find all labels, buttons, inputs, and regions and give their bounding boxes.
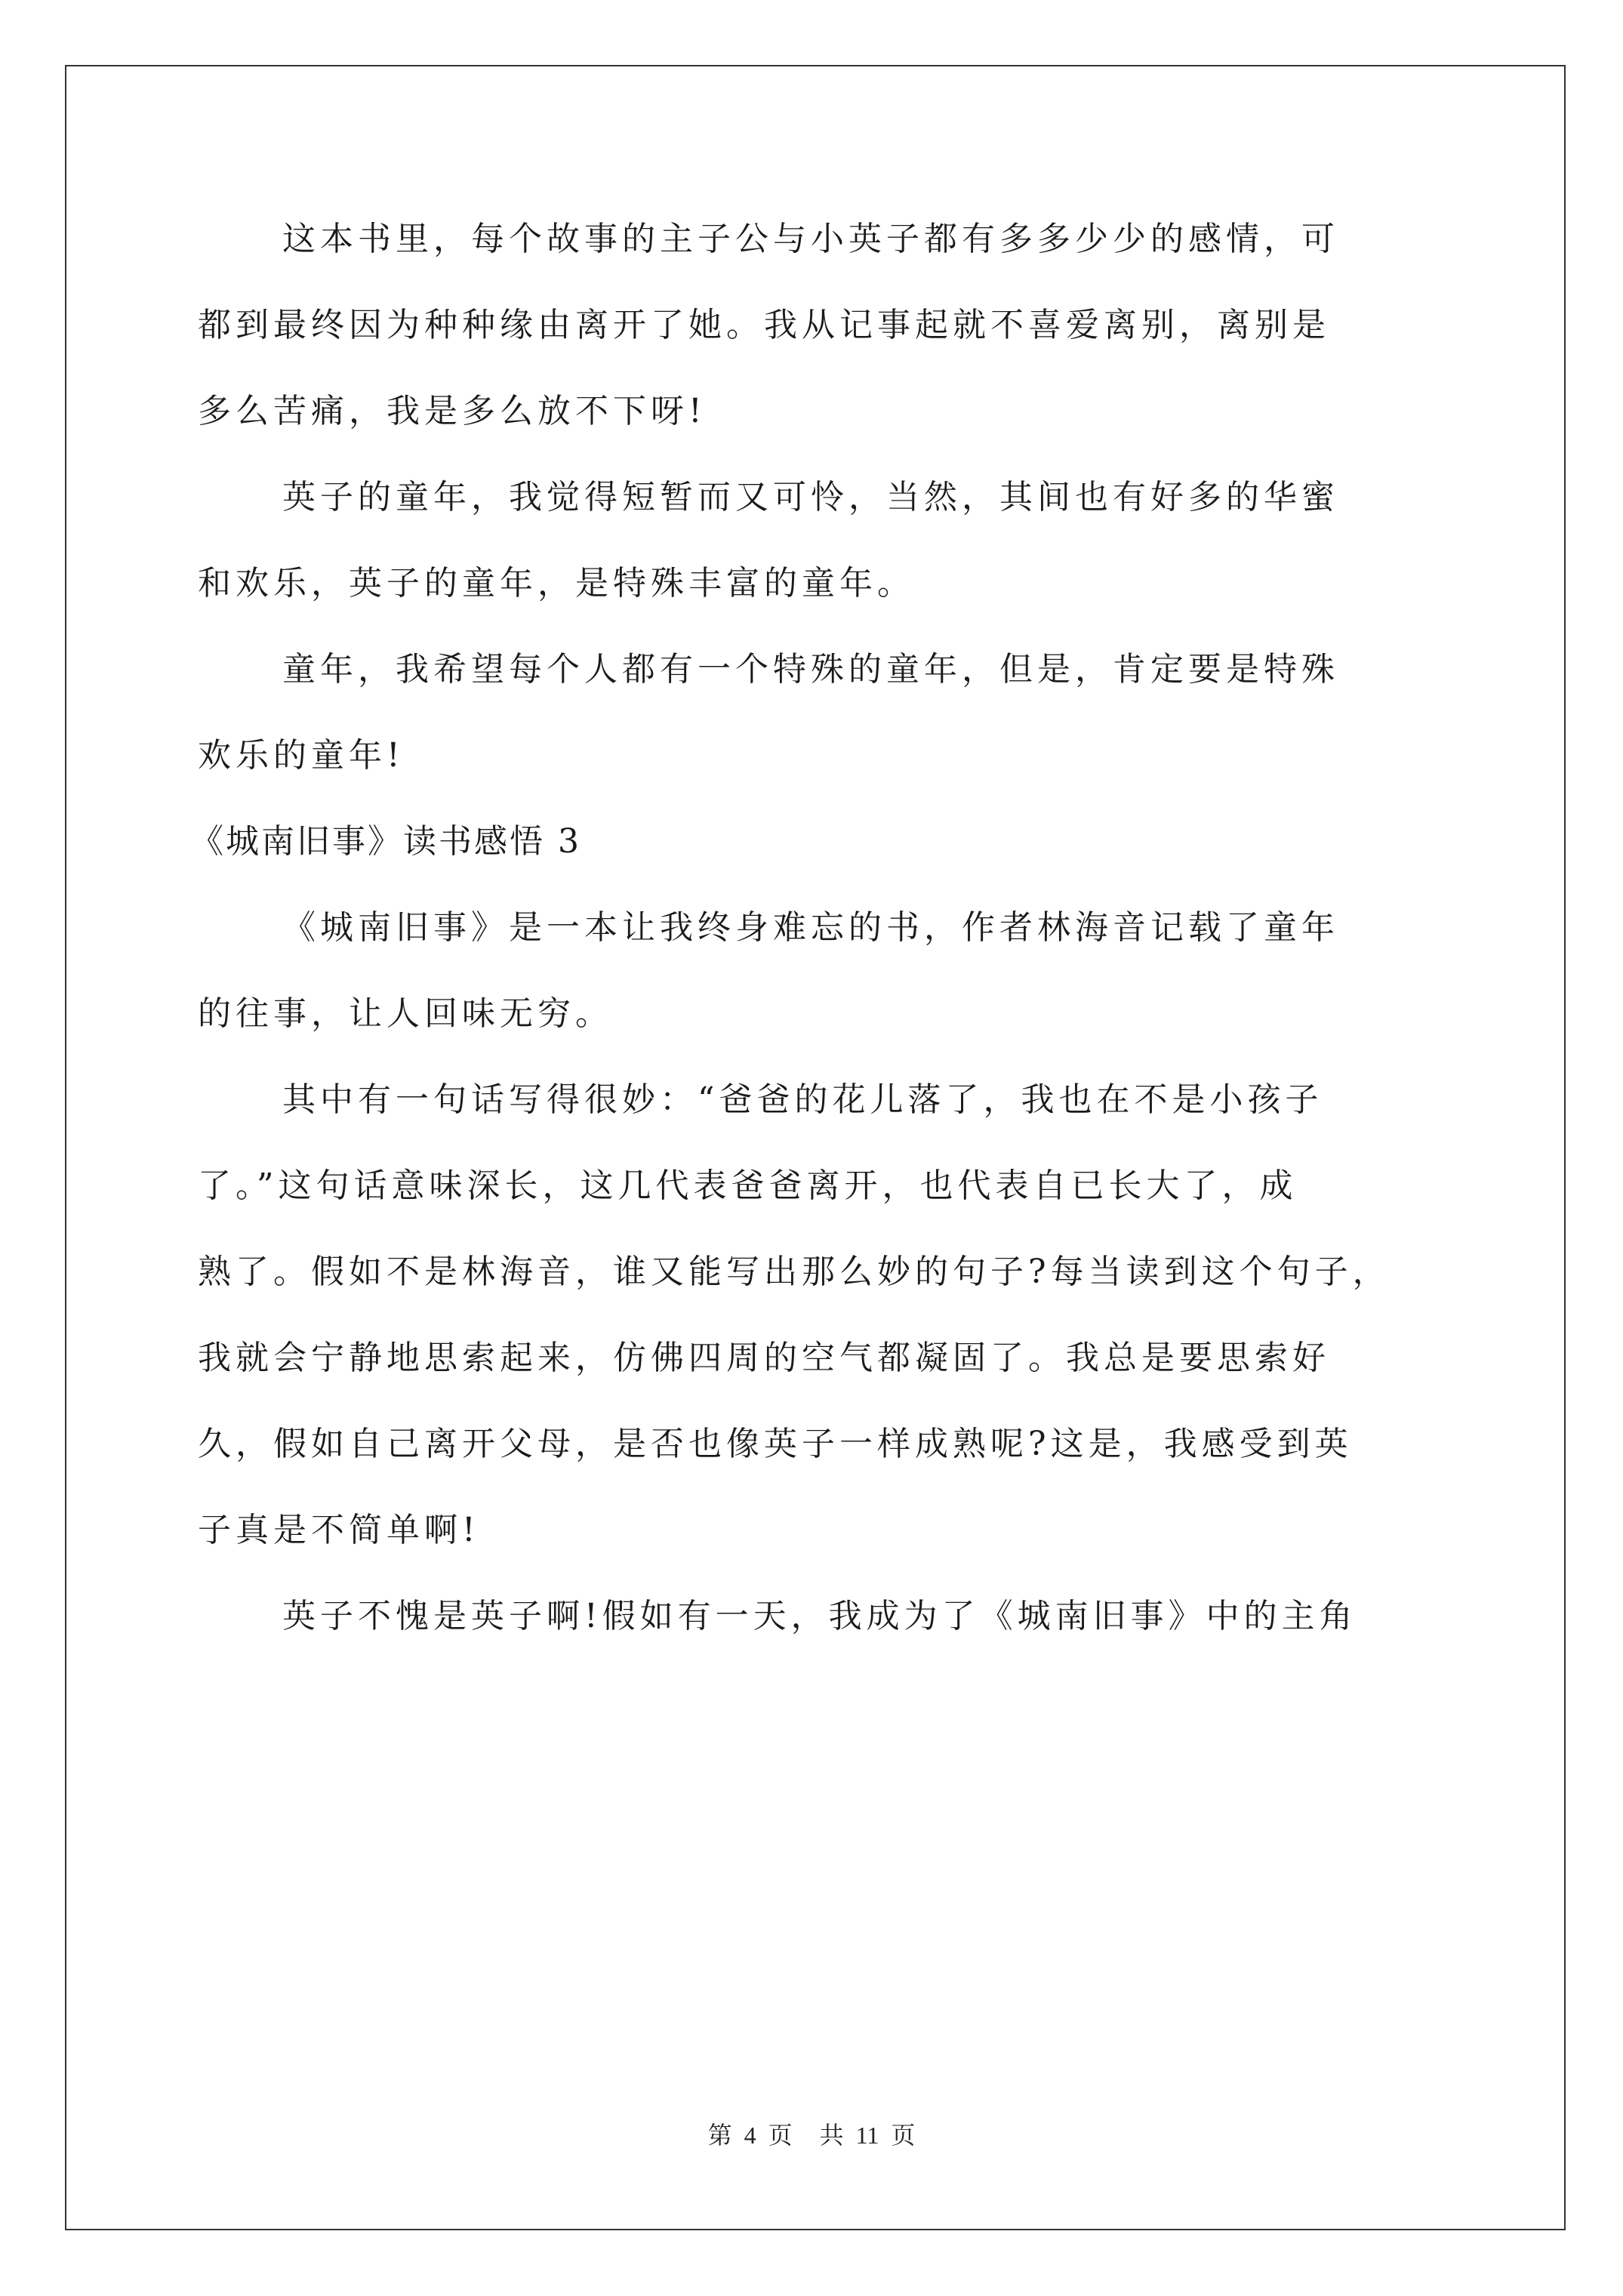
page-total: 共 11 页 <box>819 2122 916 2149</box>
text-line: 这本书里，每个故事的主子公与小英子都有多多少少的感情，可 <box>282 220 1339 258</box>
text-line: 英子不愧是英子啊!假如有一天，我成为了《城南旧事》中的主角 <box>282 1597 1357 1635</box>
paragraph <box>198 885 1436 1057</box>
text-line: 我就会宁静地思索起来，仿佛四周的空气都凝固了。我总是要思索好 <box>198 1339 1330 1377</box>
section-heading: 《城南旧事》读书感悟 3 <box>190 822 581 861</box>
text-line: 的往事，让人回味无穷。 <box>198 994 613 1033</box>
text-line: 英子的童年，我觉得短暂而又可怜，当然，其间也有好多的华蜜 <box>282 478 1339 516</box>
text-line: 和欢乐，英子的童年，是特殊丰富的童年。 <box>198 564 915 603</box>
text-line: 其中有一句话写得很妙：“爸爸的花儿落了，我也在不是小孩子 <box>282 1080 1323 1119</box>
text-line: 都到最终因为种种缘由离开了她。我从记事起就不喜爱离别，离别是 <box>198 306 1330 344</box>
paragraph <box>198 627 1436 799</box>
text-line: 子真是不简单啊! <box>198 1511 480 1549</box>
paragraph <box>198 1057 1436 1573</box>
page-number: 第 4 页 <box>707 2122 793 2149</box>
paragraph <box>198 1573 1436 1660</box>
paragraph <box>198 196 1436 455</box>
text-line: 了。”这句话意味深长，这几代表爸爸离开，也代表自已长大了，成 <box>198 1166 1298 1205</box>
document-body <box>190 196 1436 1660</box>
text-line: 欢乐的童年! <box>198 736 405 775</box>
text-line: 多么苦痛，我是多么放不下呀! <box>198 392 707 430</box>
text-line: 童年，我希望每个人都有一个特殊的童年，但是，肯定要是特殊 <box>282 650 1339 689</box>
text-line: 久，假如自己离开父母，是否也像英子一样成熟呢?这是，我感受到英 <box>198 1425 1353 1463</box>
text-line: 《城南旧事》是一本让我终身难忘的书，作者林海音记载了童年 <box>282 908 1339 947</box>
paragraph <box>198 455 1436 627</box>
text-line: 熟了。假如不是林海音，谁又能写出那么妙的句子?每当读到这个句子， <box>198 1253 1390 1291</box>
page-footer <box>0 2116 1623 2151</box>
